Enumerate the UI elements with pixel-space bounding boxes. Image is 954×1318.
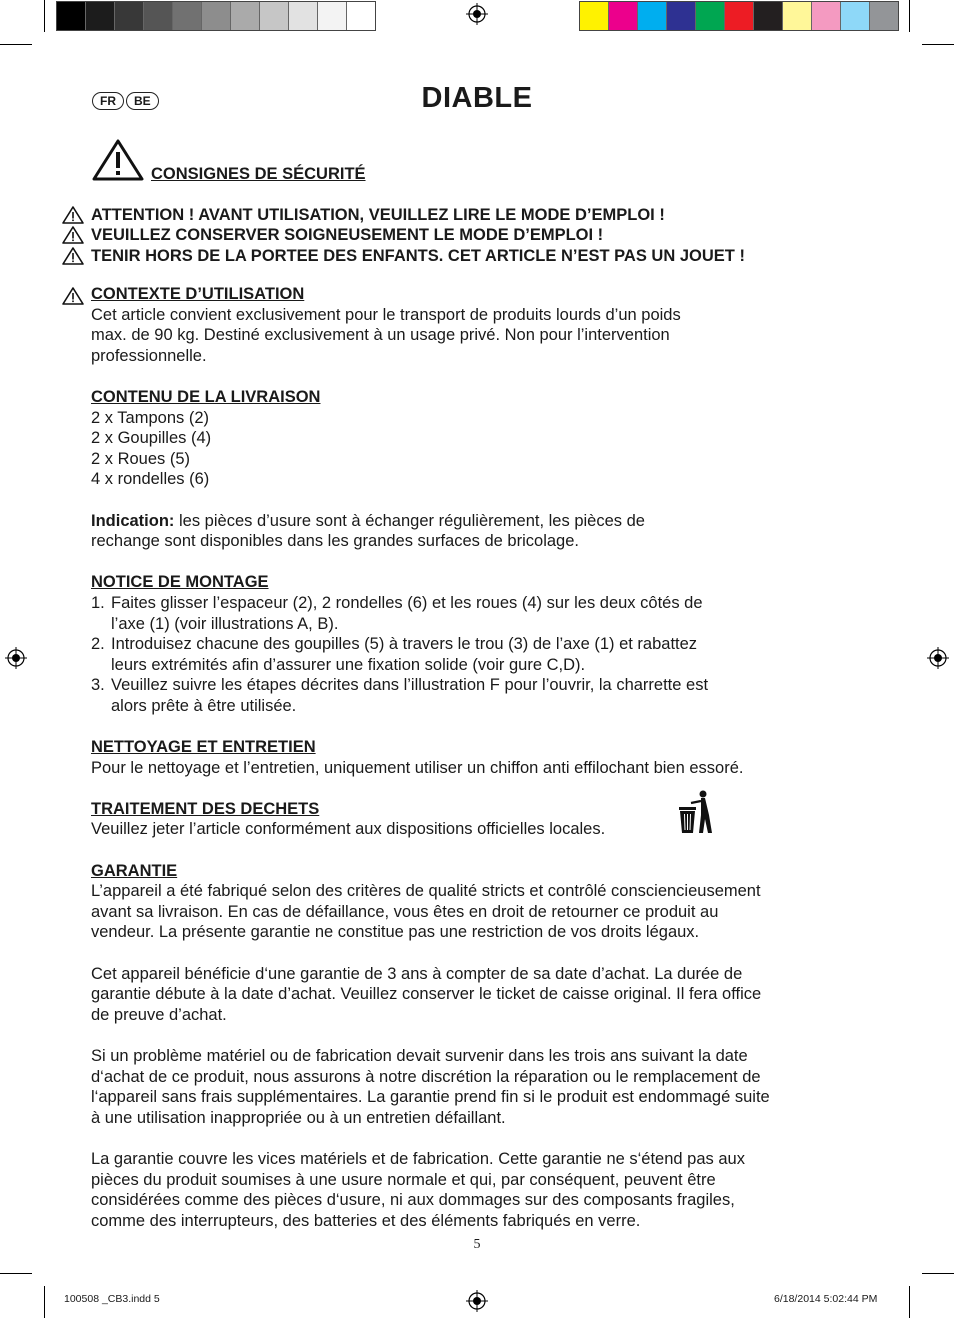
warranty-line: l‘appareil sans frais supplémentaires. La garantie prend fin si le produit est endommagé suite [91, 1088, 770, 1107]
color-swatch-bar [579, 1, 899, 31]
warning-text: VEUILLEZ CONSERVER SOIGNEUSEMENT LE MODE D’EMPLOI ! [91, 225, 604, 244]
delivery-section [91, 387, 871, 490]
cleaning-section [91, 737, 871, 778]
step-text: l’axe (1) (voir illustrations A, B). [111, 614, 339, 633]
gray-swatch [86, 2, 115, 30]
indication-text: rechange sont disponibles dans les grandes surfaces de bricolage. [91, 532, 579, 551]
warranty-line: d‘achat de ce produit, nous assurons à notre discrétion la réparation ou le remplacement de [91, 1067, 761, 1086]
warranty-line: pièces du produit soumises à une usure normale et qui, par conséquent, peuvent être [91, 1170, 716, 1189]
context-line: professionnelle. [91, 346, 207, 365]
warranty-line: Cet appareil bénéficie d‘une garantie de 3 ans à compter de sa date d’achat. La durée de [91, 964, 743, 983]
context-line: Cet article convient exclusivement pour le transport de produits lourds d’un poids [91, 305, 681, 324]
waste-text: Veuillez jeter l’article conformément aux dispositions officielles locales. [91, 820, 606, 839]
warranty-line: considérées comme des pièces d‘usure, ni aux dommages sur des composants fragiles, [91, 1191, 735, 1210]
grayscale-swatch-bar [56, 1, 376, 31]
step-number: 2. [91, 635, 105, 654]
warning-triangle-icon [61, 246, 85, 266]
gray-swatch [173, 2, 202, 30]
color-swatch [667, 2, 696, 30]
delivery-item: 2 x Roues (5) [91, 449, 191, 468]
waste-heading: TRAITEMENT DES DECHETS [91, 799, 320, 818]
indication-section [91, 511, 871, 552]
color-swatch [812, 2, 841, 30]
warning-triangle-icon [61, 286, 85, 306]
language-badge-be: BE [126, 92, 159, 110]
assembly-section [91, 572, 871, 716]
warning-text: ATTENTION ! AVANT UTILISATION, VEUILLEZ LIRE LE MODE D’EMPLOI ! [91, 205, 665, 224]
color-swatch [580, 2, 609, 30]
warranty-heading: GARANTIE [91, 861, 178, 880]
delivery-heading: CONTENU DE LA LIVRAISON [91, 387, 321, 406]
crop-mark [0, 1273, 32, 1274]
delivery-item: 2 x Goupilles (4) [91, 429, 212, 448]
page-title: DIABLE [421, 82, 533, 114]
language-badge-fr: FR [92, 92, 124, 110]
gray-swatch [144, 2, 173, 30]
crop-mark [44, 1286, 45, 1318]
gray-swatch [318, 2, 347, 30]
color-swatch [841, 2, 870, 30]
color-swatch [870, 2, 898, 30]
step-text: leurs extrémités afin d’assurer une fixation solide (voir gure C,D). [111, 655, 586, 674]
crop-mark [922, 1273, 954, 1274]
gray-swatch [202, 2, 231, 30]
footer-file-info: 100508 _CB3.indd 5 [64, 1293, 160, 1305]
page-number: 5 [473, 1237, 481, 1252]
step-text: alors prête à être utilisée. [111, 696, 297, 715]
step-text: Faites glisser l’espaceur (2), 2 rondelles (6) et les roues (4) sur les deux côtés de [111, 593, 703, 612]
color-swatch [754, 2, 783, 30]
warning-line [61, 225, 603, 245]
delivery-item: 4 x rondelles (6) [91, 470, 210, 489]
warranty-line: garantie débute à la date d’achat. Veuillez conserver le ticket de caisse original. Il fera office [91, 985, 762, 1004]
instructions-body [91, 284, 871, 1231]
assembly-step [91, 675, 871, 716]
crop-mark [0, 44, 32, 45]
indication-label: Indication: [91, 511, 175, 530]
step-text: Veuillez suivre les étapes décrites dans l’illustration F pour l’ouvrir, la charrette est [111, 676, 709, 695]
waste-section [91, 799, 871, 840]
delivery-item: 2 x Tampons (2) [91, 408, 209, 427]
warning-line [61, 246, 745, 266]
cleaning-text: Pour le nettoyage et l’entretien, uniquement utiliser un chiffon anti effilochant bien essoré. [91, 758, 744, 777]
warranty-line: La garantie couvre les vices matériels et de fabrication. Cette garantie ne s‘étend pas aux [91, 1149, 745, 1168]
step-text: Introduisez chacune des goupilles (5) à travers le trou (3) de l’axe (1) et rabattez [111, 635, 698, 654]
step-number: 1. [91, 593, 105, 612]
assembly-step [91, 634, 871, 675]
gray-swatch [289, 2, 318, 30]
warranty-line: comme des interrupteurs, des batteries et des éléments fabriqués en verre. [91, 1211, 641, 1230]
color-swatch [609, 2, 638, 30]
gray-swatch [260, 2, 289, 30]
color-swatch [725, 2, 754, 30]
color-swatch [638, 2, 667, 30]
registration-mark-icon [466, 3, 488, 25]
assembly-heading: NOTICE DE MONTAGE [91, 573, 269, 592]
registration-mark-icon [5, 647, 27, 669]
cleaning-heading: NETTOYAGE ET ENTRETIEN [91, 738, 316, 757]
context-line: max. de 90 kg. Destiné exclusivement à un usage privé. Non pour l’intervention [91, 326, 670, 345]
indication-text: les pièces d’usure sont à échanger régulièrement, les pièces de [174, 511, 645, 530]
color-swatch [783, 2, 812, 30]
registration-mark-icon [927, 647, 949, 669]
warranty-line: vendeur. La présente garantie ne constitue pas une restriction de vos droits légaux. [91, 923, 700, 942]
warning-triangle-icon [61, 225, 85, 245]
warning-line [61, 205, 665, 225]
context-heading: CONTEXTE D’UTILISATION [91, 285, 305, 303]
warning-text: TENIR HORS DE LA PORTEE DES ENFANTS. CET ARTICLE N’EST PAS UN JOUET ! [91, 246, 745, 265]
crop-mark [44, 0, 45, 32]
registration-mark-icon [466, 1290, 488, 1312]
gray-swatch [347, 2, 375, 30]
context-section [91, 284, 871, 366]
warranty-line: à une utilisation inappropriée ou à un entretien défaillant. [91, 1108, 506, 1127]
warranty-line: avant sa livraison. En cas de défaillance, vous êtes en droit de retourner ce produit au [91, 902, 719, 921]
safety-heading-label: CONSIGNES DE SÉCURITÉ [151, 165, 366, 183]
warranty-line: L’appareil a été fabriqué selon des critères de qualité stricts et contrôlé consciencieusement [91, 882, 761, 901]
crop-mark [909, 0, 910, 32]
assembly-step [91, 593, 871, 634]
warranty-line: Si un problème matériel ou de fabrication devait survenir dans les trois ans suivant la date [91, 1046, 748, 1065]
warranty-line: de preuve d’achat. [91, 1005, 227, 1024]
recycle-bin-icon [677, 789, 713, 835]
color-swatch [696, 2, 725, 30]
warning-triangle-icon [91, 138, 145, 182]
safety-heading [91, 138, 366, 182]
warning-triangle-icon [61, 205, 85, 225]
crop-mark [909, 1286, 910, 1318]
footer-timestamp: 6/18/2014 5:02:44 PM [774, 1293, 878, 1305]
gray-swatch [115, 2, 144, 30]
gray-swatch [57, 2, 86, 30]
warranty-section [91, 861, 871, 1232]
step-number: 3. [91, 676, 105, 695]
crop-mark [922, 44, 954, 45]
gray-swatch [231, 2, 260, 30]
